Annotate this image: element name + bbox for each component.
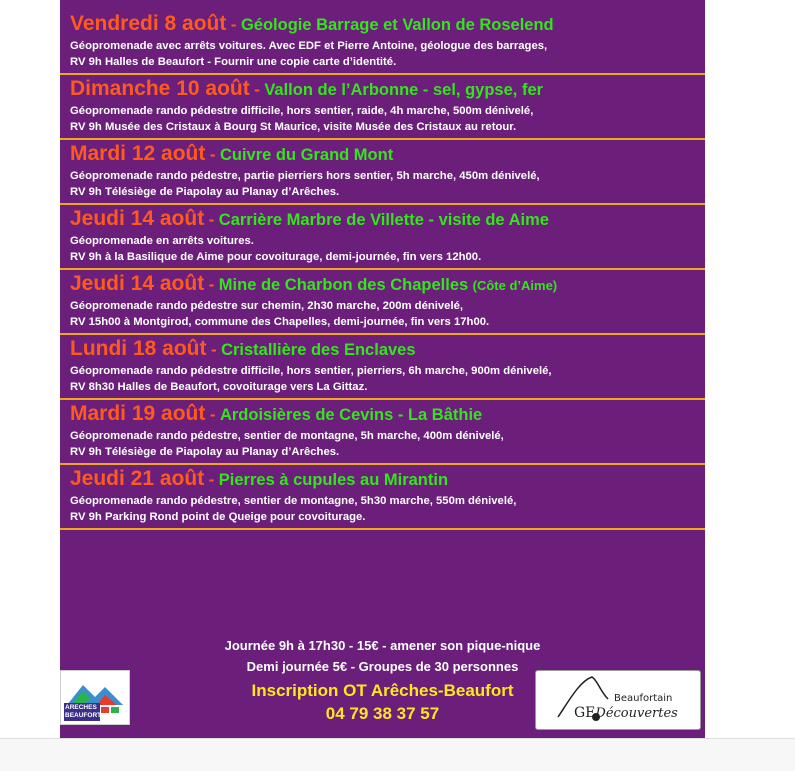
event-description: Géopromenade rando pédestre sur chemin, 2h30 marche, 200m dénivelé, — [70, 300, 464, 312]
event-meeting: RV 9h Musée des Cristaux à Bourg St Maurice, visite Musée des Cristaux au retour. — [70, 121, 517, 133]
event-header — [70, 12, 695, 38]
event-date: Jeudi 14 août — [70, 272, 205, 295]
event-item — [60, 335, 705, 398]
event-item — [60, 205, 705, 268]
logo-line: ARECHES — [65, 704, 97, 711]
dash: - — [208, 275, 215, 294]
dash: - — [209, 145, 216, 164]
event-poster — [60, 0, 705, 738]
event-description: Géopromenade rando pédestre, sentier de montagne, 5h marche, 400m dénivelé, — [70, 430, 504, 442]
logo-text — [64, 703, 100, 721]
phone-number: 04 79 38 37 57 — [325, 704, 440, 723]
event-item — [60, 140, 705, 203]
event-description: Géopromenade rando pédestre difficile, hors sentier, pierriers, 6h marche, 900m dénivelé, — [70, 365, 552, 377]
event-title: Carrière Marbre de Villette - visite de Aime — [218, 211, 549, 229]
event-title: Mine de Charbon des Chapelles — [218, 276, 469, 294]
event-title: Cristallière des Enclaves — [221, 341, 416, 359]
event-title: Géologie Barrage et Vallon de Roselend — [240, 16, 554, 34]
event-date: Mardi 19 août — [70, 402, 206, 425]
event-header — [70, 337, 695, 363]
event-item — [60, 270, 705, 333]
event-title: Cuivre du Grand Mont — [219, 146, 394, 164]
event-title-note: (Côte d’Aime) — [472, 278, 558, 293]
event-date: Jeudi 14 août — [70, 207, 205, 230]
logo-line: BEAUFORT — [65, 712, 102, 719]
dash: - — [208, 210, 215, 229]
logo-geo: GE — [574, 705, 596, 721]
pricing-full-day: Journée 9h à 17h30 - 15€ - amener son pique-nique — [224, 638, 541, 653]
event-header — [70, 467, 695, 493]
logo-title: Beaufortain — [614, 693, 673, 704]
event-header — [70, 207, 695, 233]
event-meeting: RV 9h Halles de Beaufort - Fournir une copie carte d’identité. — [70, 56, 397, 68]
dash: - — [230, 15, 237, 34]
logo-subtitle — [574, 705, 678, 721]
event-date: Mardi 12 août — [70, 142, 206, 165]
logo-rest: Découvertes — [595, 706, 678, 721]
event-meeting: RV 15h00 à Montgirod, commune des Chapelles, demi-journée, fin vers 17h00. — [70, 316, 490, 328]
event-meeting: RV 8h30 Halles de Beaufort, covoiturage vers La Gittaz. — [70, 381, 368, 393]
event-date: Lundi 18 août — [70, 337, 207, 360]
event-meeting: RV 9h à la Basilique de Aime pour covoiturage, demi-journée, fin vers 12h00. — [70, 251, 482, 263]
event-description: Géopromenade rando pédestre, sentier de montagne, 5h30 marche, 550m dénivelé, — [70, 495, 517, 507]
divider — [60, 528, 705, 530]
event-item — [60, 75, 705, 138]
event-meeting: RV 9h Télésiège de Piapolay au Planay d’Arêches. — [70, 186, 340, 198]
event-item — [60, 400, 705, 463]
event-header — [70, 77, 695, 103]
event-header — [70, 272, 695, 298]
event-description: Géopromenade avec arrêts voitures. Avec EDF et Pierre Antoine, géologue des barrages, — [70, 40, 548, 52]
geodecouvertes-logo — [535, 670, 701, 730]
event-description: Géopromenade rando pédestre, partie pierriers hors sentier, 5h marche, 450m dénivelé, — [70, 170, 540, 182]
event-header — [70, 142, 695, 168]
event-description: Géopromenade en arrêts voitures. — [70, 235, 254, 247]
event-header — [70, 402, 695, 428]
event-date: Jeudi 21 août — [70, 467, 205, 490]
event-description: Géopromenade rando pédestre difficile, hors sentier, raide, 4h marche, 500m dénivelé, — [70, 105, 534, 117]
dash: - — [209, 405, 216, 424]
event-title: Pierres à cupules au Mirantin — [218, 471, 449, 489]
registration-label: Inscription OT Arêches-Beaufort — [251, 681, 514, 700]
bottom-bar — [0, 738, 795, 771]
event-date: Dimanche 10 août — [70, 77, 250, 100]
pricing-half-day: Demi journée 5€ - Groupes de 30 personnes — [246, 659, 519, 674]
event-title: Ardoisières de Cevins - La Bâthie — [219, 406, 483, 424]
areches-beaufort-logo — [60, 670, 130, 725]
event-date: Vendredi 8 août — [70, 12, 227, 35]
event-meeting: RV 9h Télésiège de Piapolay au Planay d’Arêches. — [70, 446, 340, 458]
dash: - — [208, 470, 215, 489]
event-list — [60, 0, 705, 530]
dash: - — [210, 340, 217, 359]
event-meeting: RV 9h Parking Rond point de Queige pour covoiturage. — [70, 511, 366, 523]
event-title: Vallon de l’Arbonne - sel, gypse, fer — [264, 81, 544, 99]
dash: - — [254, 80, 260, 99]
event-item — [60, 0, 705, 73]
event-item — [60, 465, 705, 528]
